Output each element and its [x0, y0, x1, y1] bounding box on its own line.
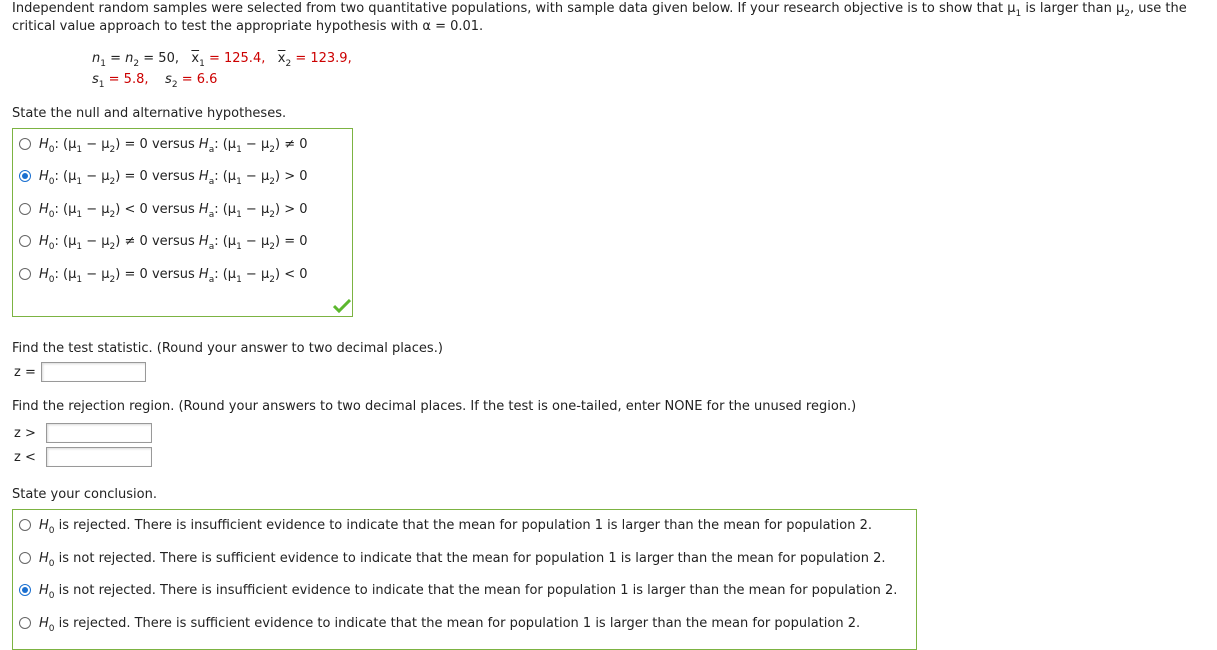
test-statistic-input[interactable] [41, 362, 146, 382]
conclusion-option-3[interactable]: $H_0$ is not rejected. There is insufficient evidence to indicate that the mean for population 1 is larger than the mean for population 2. [19, 583, 897, 598]
test-statistic-prompt: Find the test statistic. (Round your answer to two decimal places.) [12, 341, 443, 356]
hypothesis-option-2[interactable]: $H_0$: $(\mu_1 - \mu_2) = 0$ versus $H_a$: $(\mu_1 - \mu_2) > 0$ [19, 169, 307, 184]
alt-relation: = 0 [284, 234, 308, 249]
null-relation: = 0 [124, 267, 148, 282]
radio-button[interactable] [19, 203, 31, 215]
null-relation: ≠ 0 [124, 234, 148, 249]
hypotheses-answer-box [12, 128, 353, 317]
problem-intro-line2: critical value approach to test the appropriate hypothesis with α = 0.01. [12, 19, 484, 34]
conclusion-prompt: State your conclusion. [12, 487, 157, 502]
radio-button[interactable] [19, 138, 31, 150]
radio-button[interactable] [19, 617, 31, 629]
radio-button[interactable] [19, 170, 31, 182]
problem-intro-line1: Independent random samples were selected from two quantitative populations, with sample data given below. If your research objective is to show that $\mu_1$ is larger than $\mu_2$, use the [12, 1, 1187, 19]
conclusion-text: is not rejected. There is insufficient evidence to indicate that the mean for population 1 is larger than the mean for population 2. [58, 583, 898, 598]
sample-data-row1: $n_1 = n_2 = 50$, $\overline{x}_1 = 125.4$, $\overline{x}_2 = 123.9$, [92, 51, 352, 69]
hypothesis-option-5[interactable]: $H_0$: $(\mu_1 - \mu_2) = 0$ versus $H_a$: $(\mu_1 - \mu_2) < 0$ [19, 267, 307, 282]
alt-relation: > 0 [284, 202, 308, 217]
radio-button[interactable] [19, 584, 31, 596]
conclusion-text: is not rejected. There is sufficient evidence to indicate that the mean for population 1 is larger than the mean for population 2. [58, 551, 886, 566]
rejection-lower-input[interactable] [46, 447, 152, 467]
radio-button[interactable] [19, 235, 31, 247]
radio-button[interactable] [19, 519, 31, 531]
z-greater-label: z > [14, 426, 36, 441]
z-equals-label: z = [14, 365, 36, 380]
null-relation: = 0 [124, 169, 148, 184]
radio-button[interactable] [19, 552, 31, 564]
conclusion-option-2[interactable]: $H_0$ is not rejected. There is sufficient evidence to indicate that the mean for population 1 is larger than the mean for population 2. [19, 551, 886, 566]
rejection-upper-input[interactable] [46, 423, 152, 443]
conclusion-text: is rejected. There is sufficient evidence to indicate that the mean for population 1 is larger than the mean for population 2. [58, 616, 861, 631]
versus-text: versus [151, 202, 195, 217]
null-relation: < 0 [124, 202, 148, 217]
versus-text: versus [151, 169, 195, 184]
conclusion-text: is rejected. There is insufficient evidence to indicate that the mean for population 1 is larger than the mean for population 2. [58, 518, 872, 533]
hypotheses-prompt: State the null and alternative hypotheses. [12, 106, 287, 121]
conclusion-option-1[interactable]: $H_0$ is rejected. There is insufficient evidence to indicate that the mean for population 1 is larger than the mean for population 2. [19, 518, 872, 533]
versus-text: versus [151, 267, 195, 282]
check-icon [333, 299, 351, 313]
conclusion-answer-box [12, 509, 917, 650]
z-less-label: z < [14, 450, 36, 465]
hypothesis-option-3[interactable]: $H_0$: $(\mu_1 - \mu_2) < 0$ versus $H_a$: $(\mu_1 - \mu_2) > 0$ [19, 202, 307, 217]
hypothesis-option-1[interactable]: $H_0$: $(\mu_1 - \mu_2) = 0$ versus $H_a$: $(\mu_1 - \mu_2) \ne 0$ [19, 137, 307, 152]
conclusion-option-4[interactable]: $H_0$ is rejected. There is sufficient evidence to indicate that the mean for population 1 is larger than the mean for population 2. [19, 616, 860, 631]
rejection-region-prompt: Find the rejection region. (Round your answers to two decimal places. If the test is one-tailed, enter NONE for the unused region.) [12, 399, 857, 414]
null-relation: = 0 [124, 137, 148, 152]
alt-relation: > 0 [284, 169, 308, 184]
radio-button[interactable] [19, 268, 31, 280]
sample-data-row2: $s_1 = 5.8$, $s_2 = 6.6$ [92, 72, 218, 90]
versus-text: versus [151, 137, 195, 152]
versus-text: versus [151, 234, 195, 249]
alt-relation: ≠ 0 [284, 137, 308, 152]
hypothesis-option-4[interactable]: $H_0$: $(\mu_1 - \mu_2) \ne 0$ versus $H_a$: $(\mu_1 - \mu_2) = 0$ [19, 234, 307, 249]
alt-relation: < 0 [284, 267, 308, 282]
